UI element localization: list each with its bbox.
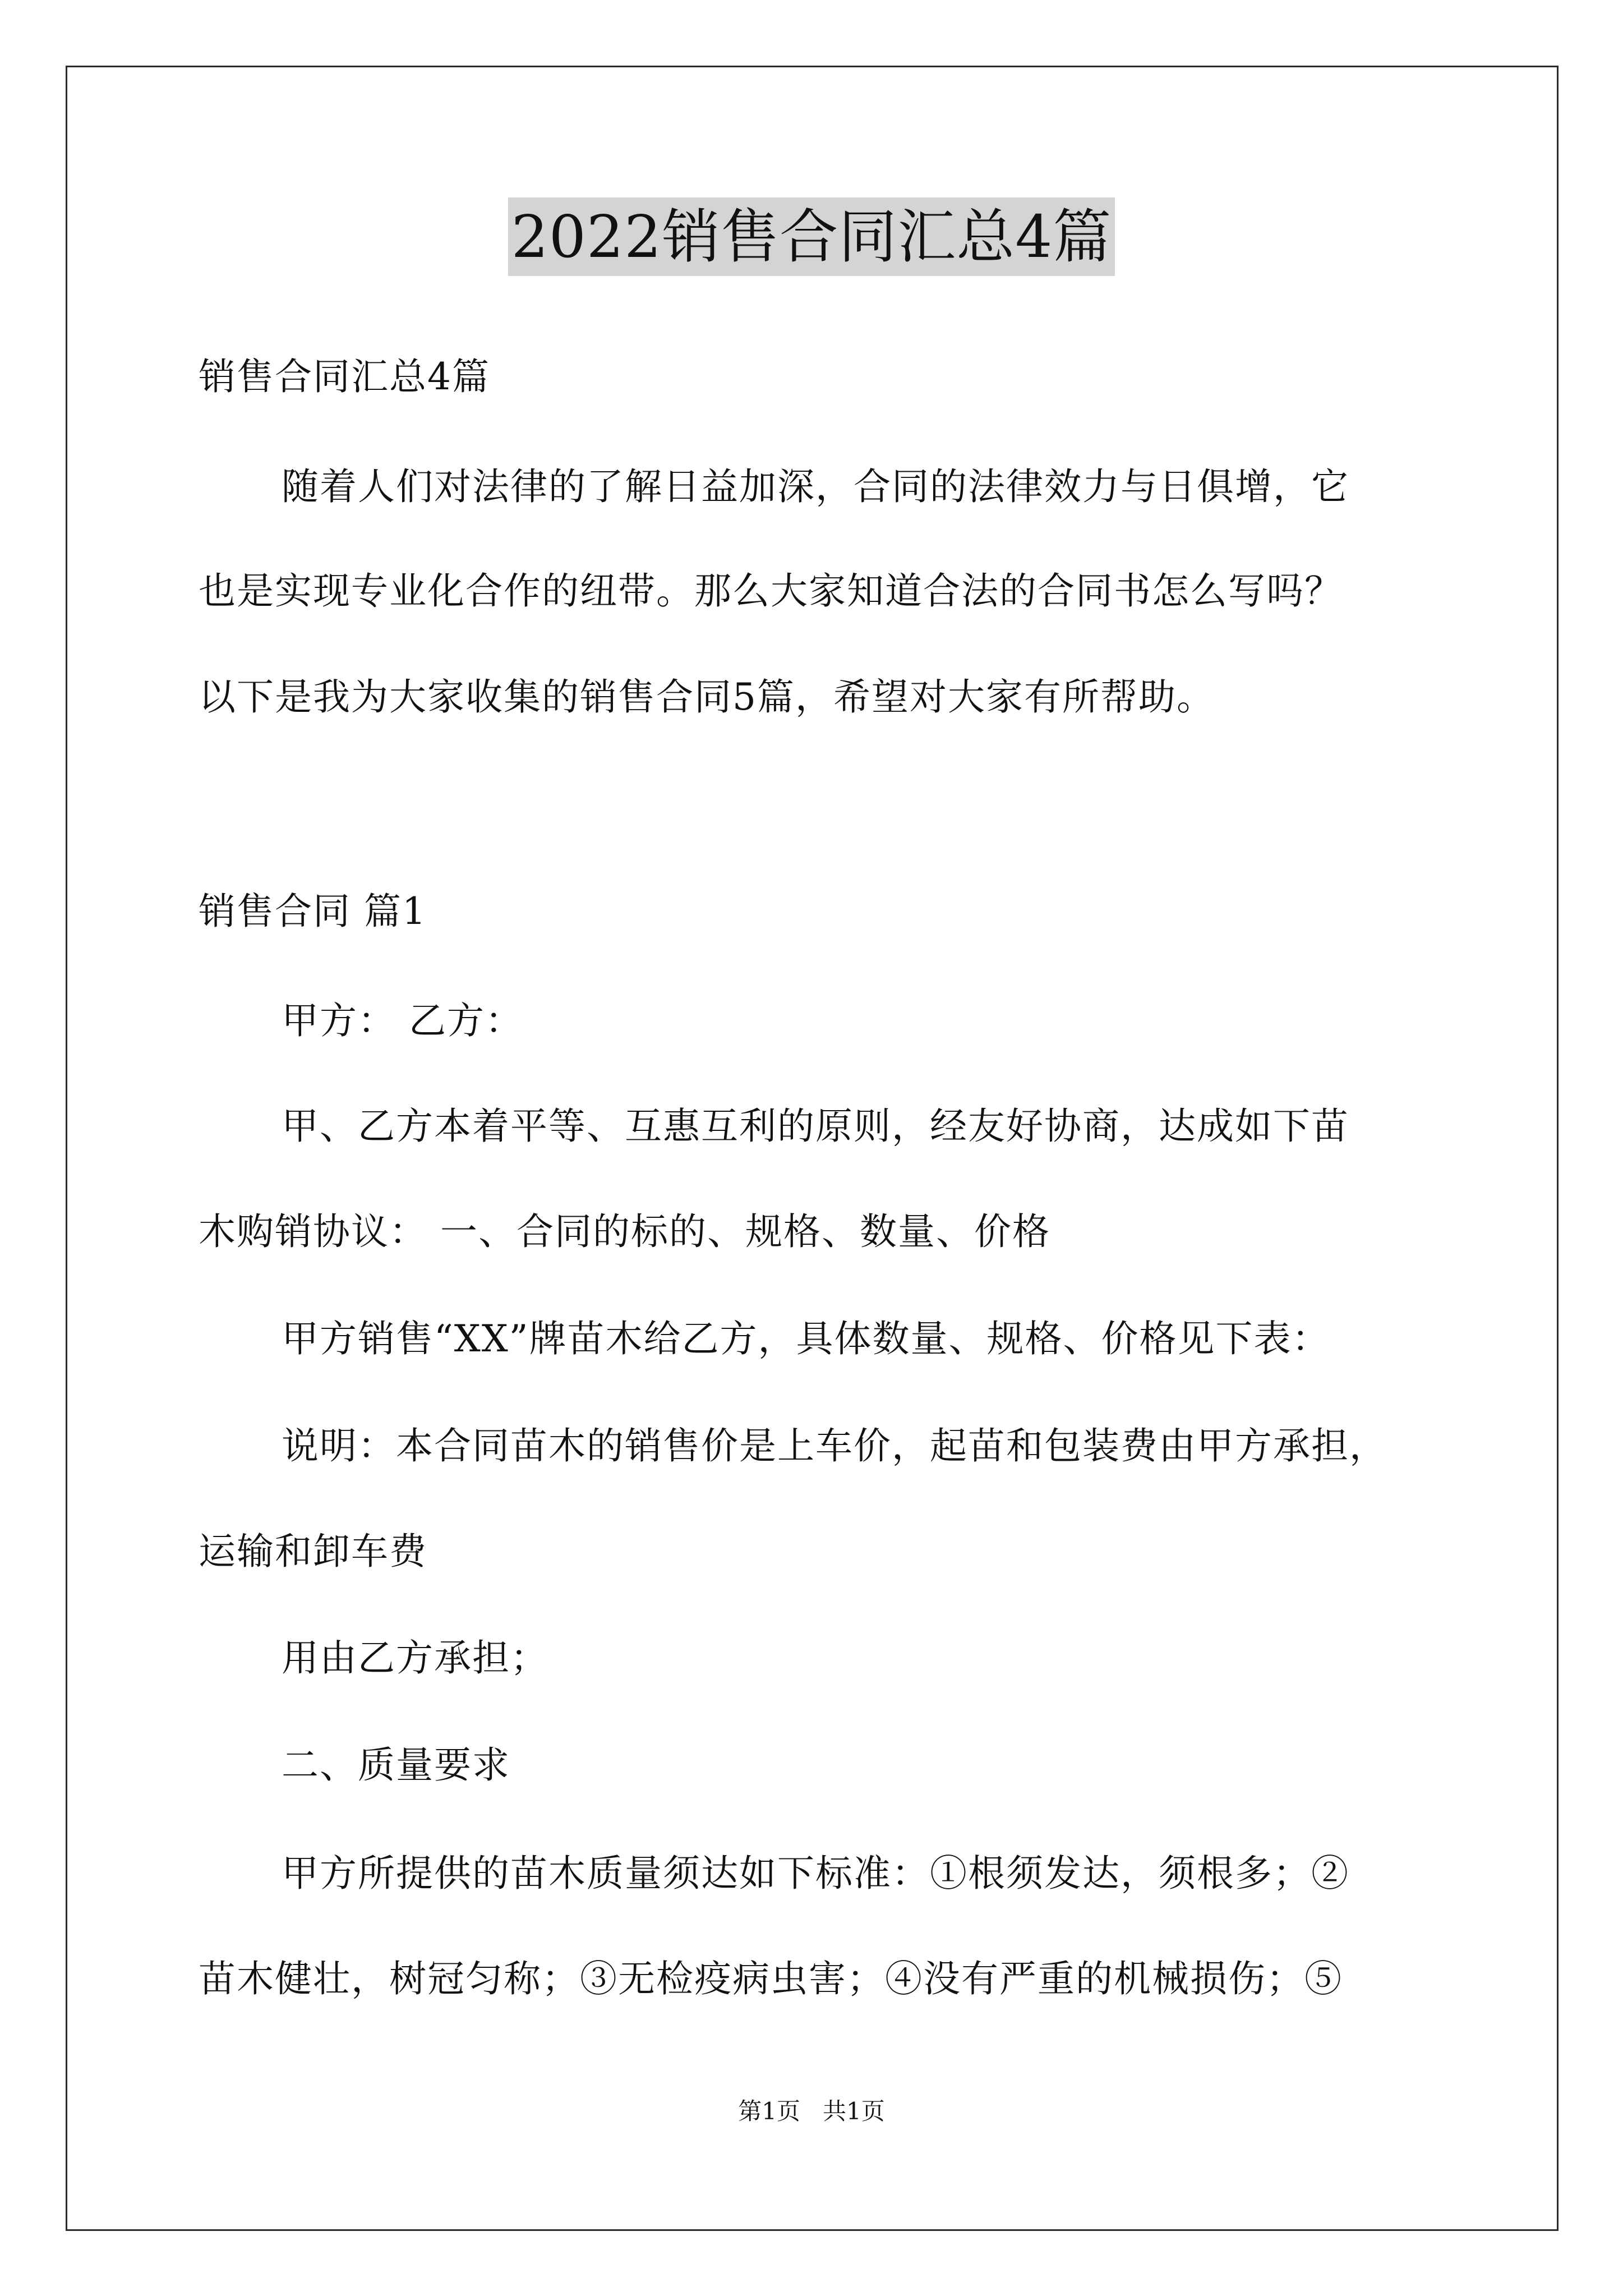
paragraph-line: 甲、乙方本着平等、互惠互利的原则，经友好协商，达成如下苗 xyxy=(282,1105,1349,1148)
paragraph-line: 运输和卸车费 xyxy=(199,1530,427,1573)
paragraph-line: 甲方销售“XX”牌苗木给乙方，具体数量、规格、价格见下表： xyxy=(282,1317,1330,1360)
section-heading: 销售合同 篇1 xyxy=(199,890,427,933)
paragraph-line: 二、质量要求 xyxy=(282,1743,510,1787)
paragraph-line: 甲方所提供的苗木质量须达如下标准：①根须发达，须根多；② xyxy=(282,1852,1349,1895)
paragraph-line: 苗木健壮，树冠匀称；③无检疫病虫害；④没有严重的机械损伤；⑤ xyxy=(199,1957,1343,2000)
page-footer: 第1页 共1页 xyxy=(738,2097,885,2125)
paragraph-line: 木购销协议： 一、合同的标的、规格、数量、价格 xyxy=(199,1210,1050,1253)
paragraph-line: 甲方： 乙方： xyxy=(282,999,523,1042)
paragraph-line: 以下是我为大家收集的销售合同5篇，希望对大家有所帮助。 xyxy=(199,675,1215,719)
title-container xyxy=(0,197,1623,276)
paragraph-line: 说明：本合同苗木的销售价是上车价，起苗和包装费由甲方承担， xyxy=(282,1424,1387,1467)
paragraph-line: 也是实现专业化合作的纽带。那么大家知道合法的合同书怎么写吗？ xyxy=(199,569,1343,613)
subtitle-line: 销售合同汇总4篇 xyxy=(199,355,490,398)
paragraph-line: 随着人们对法律的了解日益加深，合同的法律效力与日俱增，它 xyxy=(282,465,1349,508)
paragraph-line: 用由乙方承担； xyxy=(282,1636,548,1680)
document-title: 2022销售合同汇总4篇 xyxy=(508,197,1115,276)
